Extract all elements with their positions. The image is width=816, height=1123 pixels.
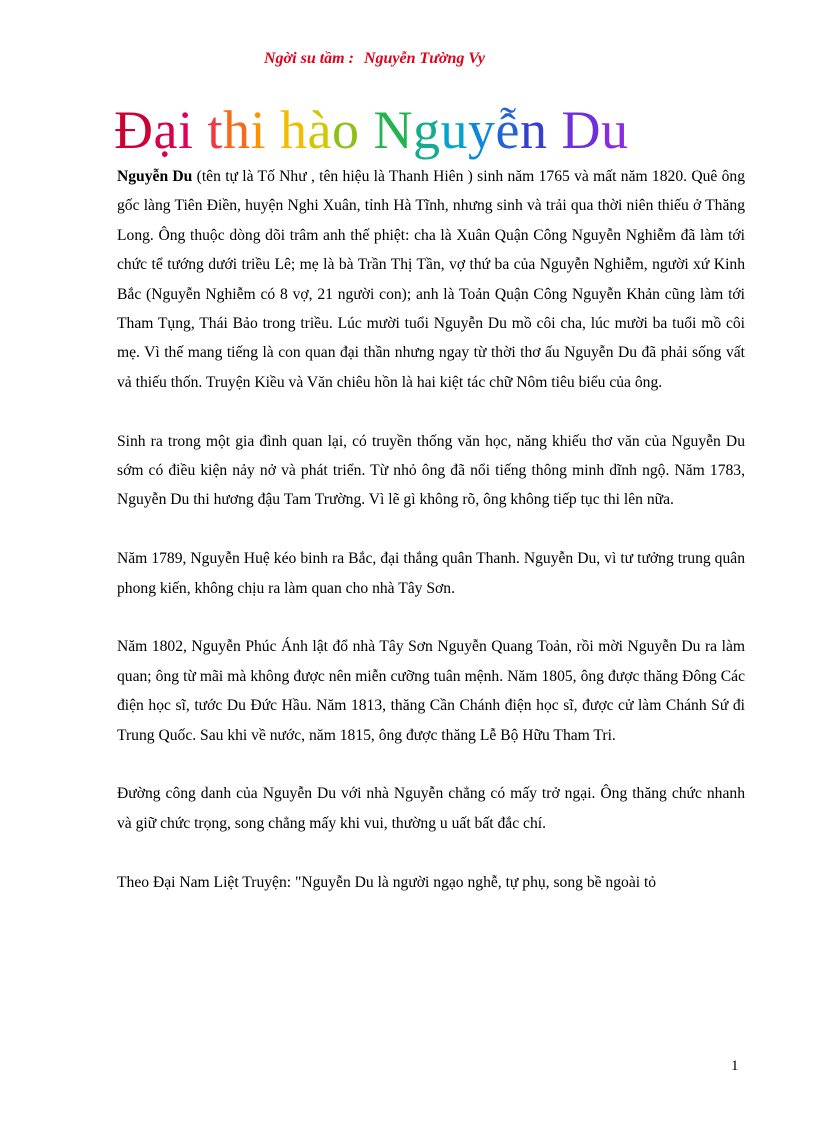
- paragraph-3: Năm 1789, Nguyễn Huệ kéo binh ra Bắc, đại thắng quân Thanh. Nguyễn Du, vì tư tưởng trung quân phong kiến, không chịu ra làm quan cho nhà Tây Sơn.: [117, 550, 745, 597]
- title-char: u: [600, 100, 629, 160]
- title-char: u: [440, 100, 468, 160]
- title-char: [359, 90, 373, 170]
- title-char: ễ: [495, 100, 520, 160]
- title-char: Đ: [114, 100, 154, 160]
- paragraph-2: Sinh ra trong một gia đình quan lại, có truyền thống văn học, năng khiếu thơ văn của Nguyễn Du sớm có điều kiện nảy nở và phát triển. Từ nhỏ ông đã nổi tiếng thông minh dĩnh ngộ. Năm 1783, Nguyễn Du thi hương đậu Tam Trường. Vì lẽ gì không rõ, ông không tiếp tục thi lên nữa.: [117, 432, 745, 509]
- article-body: [117, 162, 745, 926]
- title-char: t: [207, 100, 223, 160]
- title-char: i: [250, 100, 267, 160]
- collector-name: Nguyễn Tường Vy: [363, 50, 485, 67]
- title-char: g: [412, 100, 441, 160]
- collector-label: Ngời su tầm :: [264, 50, 354, 67]
- paragraph-5: Đường công danh của Nguyễn Du với nhà Nguyễn chẳng có mấy trở ngại. Ông thăng chức nhanh và giữ chức trọng, song chẳng mấy khi vui, thường u uất bất đắc chí.: [117, 785, 745, 832]
- title-char: N: [373, 100, 413, 160]
- title-char: [266, 90, 280, 170]
- paragraph-1-text: (tên tự là Tố Như , tên hiệu là Thanh Hiên ) sinh năm 1765 và mất năm 1820. Quê ông gốc làng Tiên Điền, huyện Nghi Xuân, tỉnh Hà Tĩnh, nhưng sinh và trải qua thời niên thiếu ở Thăng Long. Ông thuộc dòng dõi trâm anh thế phiệt: cha là Xuân Quận Công Nguyễn Nghiễm đã làm tới chức tể tướng dưới triều Lê; mẹ là bà Trần Thị Tần, vợ thứ ba của Nguyễn Nghiễm, người xứ Kinh Bắc (Nguyễn Nghiễm có 8 vợ, 21 người con); anh là Toản Quận Công Nguyễn Khản cũng làm tới Tham Tụng, Thái Bảo trong triều. Lúc mười tuổi Nguyễn Du mồ côi cha, lúc mười ba tuổi mồ côi mẹ. Vì thế mang tiếng là con quan đại thần nhưng ngay từ thời thơ ấu Nguyễn Du đã phải sống vất vả thiếu thốn. Truyện Kiều và Văn chiêu hồn là hai kiệt tác chữ Nôm tiêu biểu của ông.: [117, 168, 745, 391]
- title-char: o: [331, 100, 360, 160]
- title-char: y: [467, 100, 496, 160]
- title-char: n: [519, 100, 548, 160]
- title-char: [193, 90, 207, 170]
- title-char: i: [177, 100, 194, 160]
- title-char: ạ: [153, 100, 178, 160]
- title-char: D: [561, 100, 601, 160]
- collector-line: [264, 50, 485, 68]
- title-char: [547, 90, 561, 170]
- lead-name: Nguyễn Du: [117, 168, 193, 185]
- title-char: h: [223, 100, 251, 160]
- page-title: [114, 90, 628, 170]
- paragraph-4: Năm 1802, Nguyễn Phúc Ánh lật đổ nhà Tây Sơn Nguyễn Quang Toản, rồi mời Nguyễn Du ra làm quan; ông từ mãi mà không được nên miễn cưỡng tuân mệnh. Năm 1805, ông được thăng Đông Các điện học sĩ, tước Du Đức Hầu. Năm 1813, thăng Cần Chánh điện học sĩ, được cử làm Chánh Sứ đi Trung Quốc. Sau khi về nước, năm 1815, ông được thăng Lễ Bộ Hữu Tham Tri.: [117, 638, 745, 744]
- title-char: à: [307, 100, 332, 160]
- title-char: h: [280, 100, 308, 160]
- paragraph-6: Theo Đại Nam Liệt Truyện: "Nguyễn Du là người ngạo nghễ, tự phụ, song bề ngoài tỏ: [117, 873, 657, 891]
- paragraph-1: [117, 162, 745, 397]
- page-number: 1: [731, 1058, 739, 1074]
